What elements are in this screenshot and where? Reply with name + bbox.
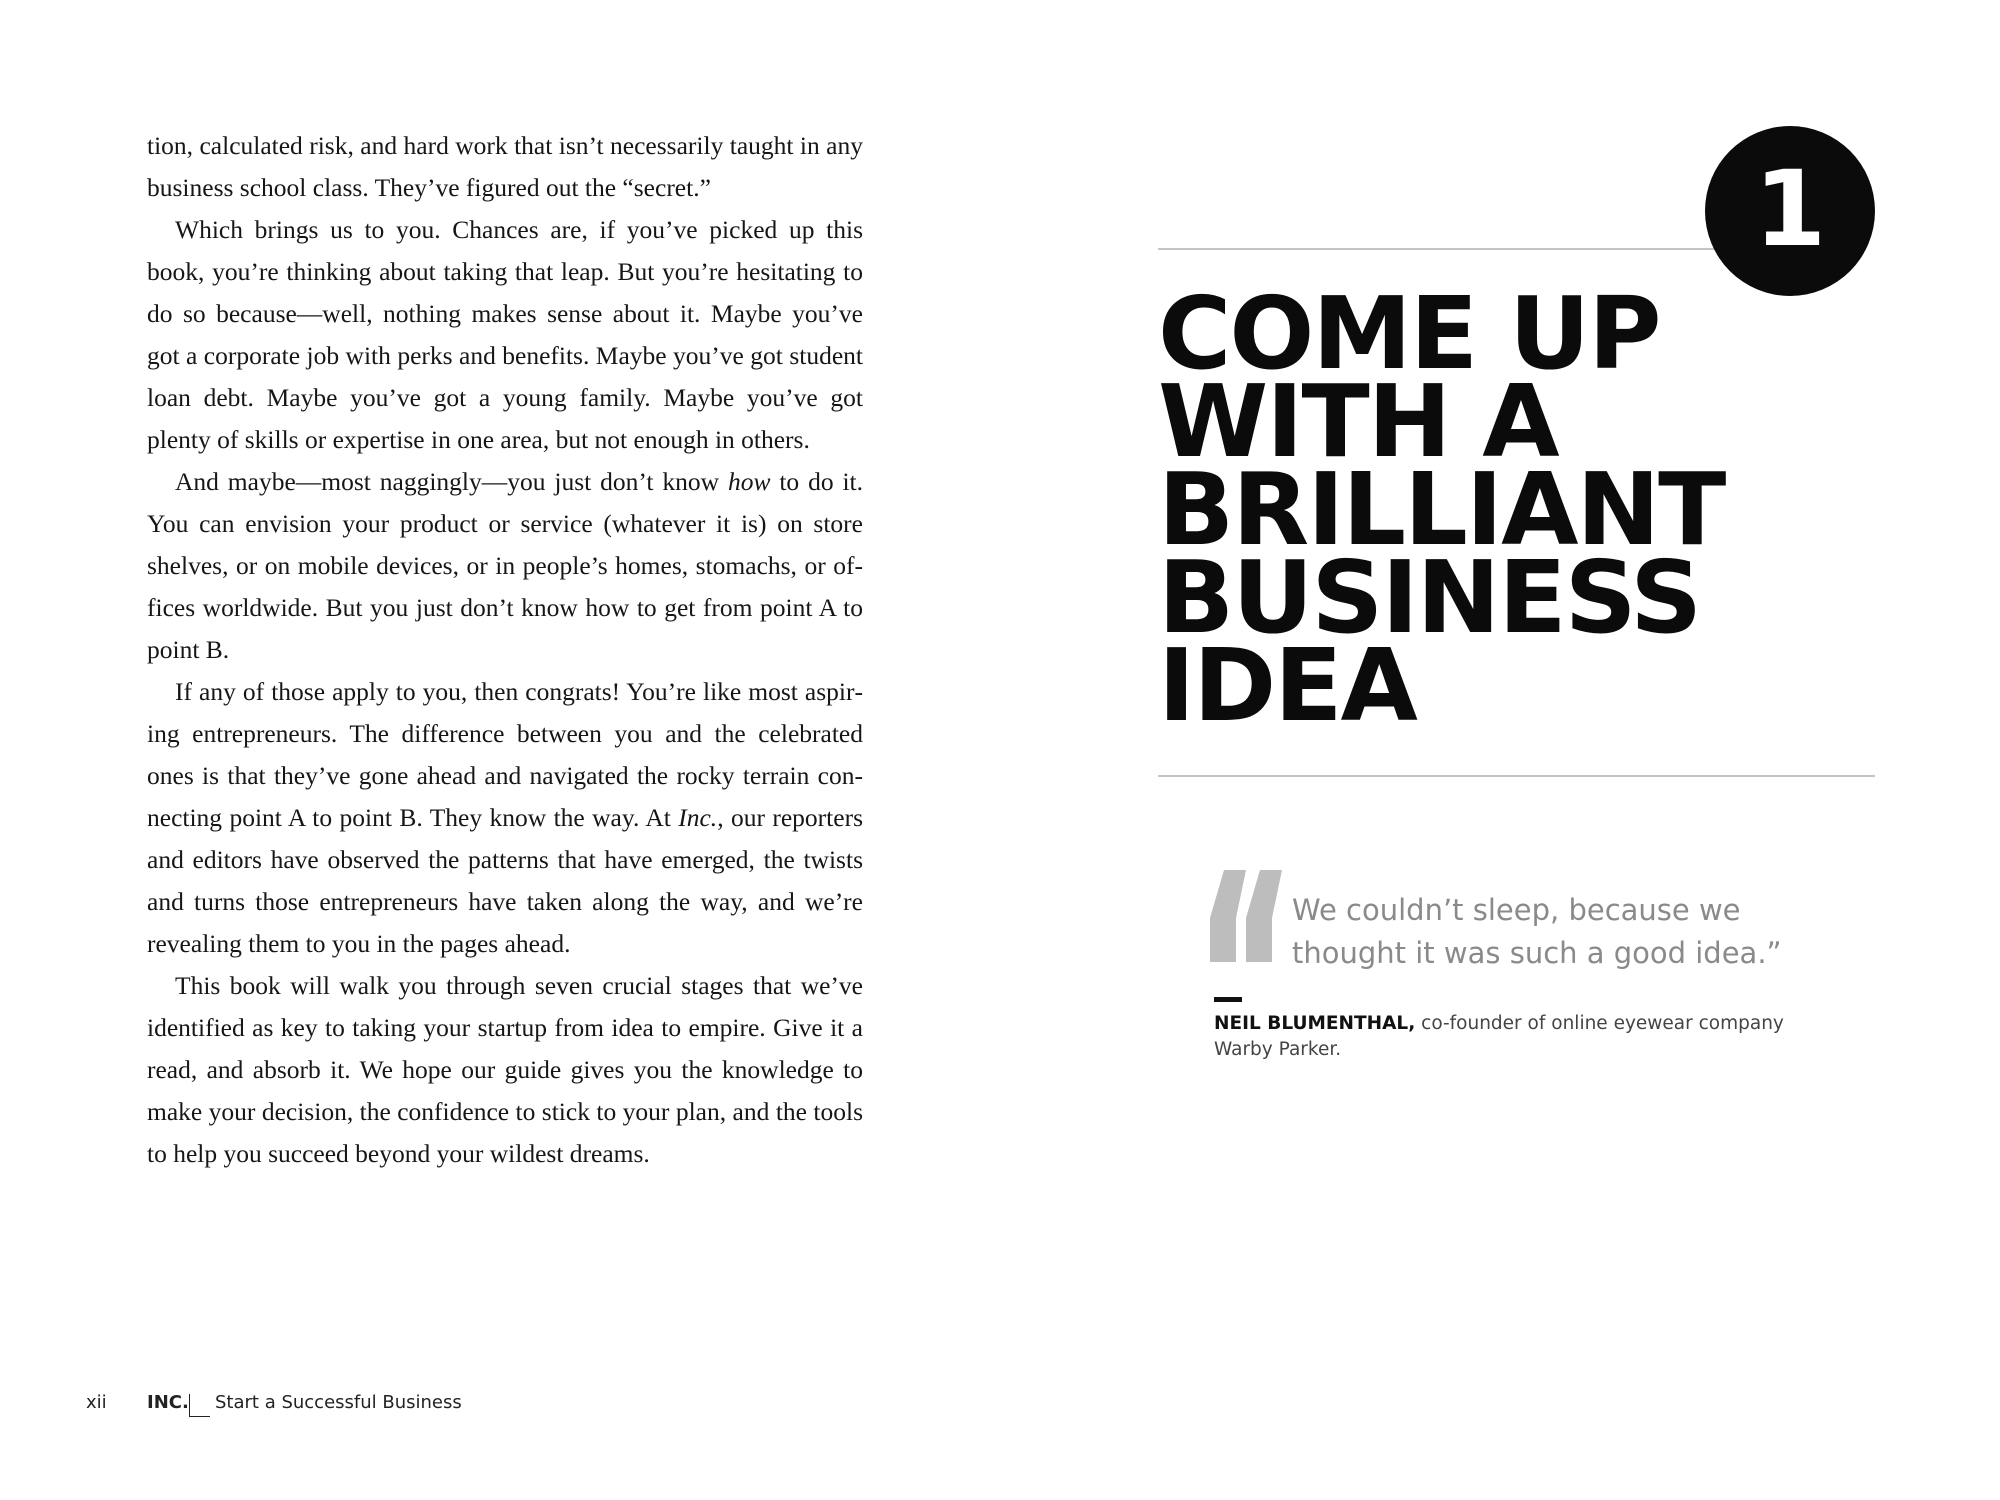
chapter-number: 1	[1753, 148, 1827, 270]
chapter-title-line-1: COME UP	[1158, 275, 1660, 392]
paragraph-3-text-b: to do it. You can envision your product or service (whatever it is) on store shelves, or on mobile devices, or in people’s homes, stomachs, or offices worldwide. But you just don’t know how to get from point A to point B.	[147, 467, 863, 664]
paragraph-4-text-a: If any of those apply to you, then congrats! You’re like most aspiring entrepreneurs. The difference between you and the celebrated ones is that they’ve gone ahead and navigated the rocky terrain connecting point A to point B. They know the way. At	[147, 677, 863, 832]
quote-attribution	[1214, 1011, 1834, 1063]
attribution-name: NEIL BLUMENTHAL,	[1214, 1013, 1416, 1034]
chapter-title-line-5: IDEA	[1158, 627, 1416, 744]
brand-corner-mark	[189, 1394, 210, 1417]
paragraph-3-text-a: And maybe—most naggingly—you just don’t know	[175, 467, 728, 496]
paragraph-4	[147, 671, 863, 965]
opening-quote-icon	[1210, 870, 1282, 962]
paragraph-3-italic: how	[727, 467, 771, 496]
paragraph-3	[147, 461, 863, 671]
paragraph-4-text-b: , our reporters and editors have observed the patterns that have emerged, the twists and turns those entrepreneurs have taken along the way, and we’re revealing them to you in the pages ahead.	[147, 803, 863, 958]
pull-quote: We couldn’t sleep, because we thought it was such a good idea.”	[1292, 893, 1782, 970]
top-divider	[1158, 248, 1720, 250]
page-number: xii	[86, 1392, 107, 1413]
paragraph-4-italic: Inc.	[678, 803, 718, 832]
attribution-dash	[1214, 997, 1242, 1002]
chapter-title-line-2: WITH A	[1158, 363, 1558, 480]
chapter-title-line-4: BUSINESS	[1158, 539, 1701, 656]
paragraph-2-text: Which brings us to you. Chances are, if you’ve picked up this book, you’re thinking about taking that leap. But you’re hesitating to do so because—well, nothing makes sense about it. Maybe you’ve got a corporate job with perks and benefits. Maybe you’ve got student loan debt. Maybe you’ve got a young family. Maybe you’ve got plenty of skills or expertise in one area, but not enough in others.	[147, 215, 863, 454]
chapter-number-badge	[1705, 126, 1875, 296]
paragraph-2	[147, 209, 863, 461]
book-series-title: Start a Successful Business	[215, 1392, 462, 1413]
body-text	[147, 125, 863, 1175]
paragraph-5-text: This book will walk you through seven crucial stages that we’ve identified as key to taking your startup from idea to empire. Give it a read, and absorb it. We hope our guide gives you the knowledge to make your decision, the confidence to stick to your plan, and the tools to help you succeed beyond your wildest dreams.	[147, 971, 863, 1168]
paragraph-5	[147, 965, 863, 1175]
chapter-title	[1158, 275, 1878, 744]
chapter-title-line-3: BRILLIANT	[1158, 451, 1725, 568]
paragraph-1-text: tion, calculated risk, and hard work that isn’t necessarily taught in any business school class. They’ve figured out the “secret.”	[147, 131, 863, 202]
bottom-divider	[1158, 775, 1875, 777]
brand-logo: INC.	[147, 1392, 189, 1413]
attribution-role: co-founder of online eyewear company Warby Parker.	[1214, 1013, 1784, 1060]
paragraph-1	[147, 125, 863, 209]
